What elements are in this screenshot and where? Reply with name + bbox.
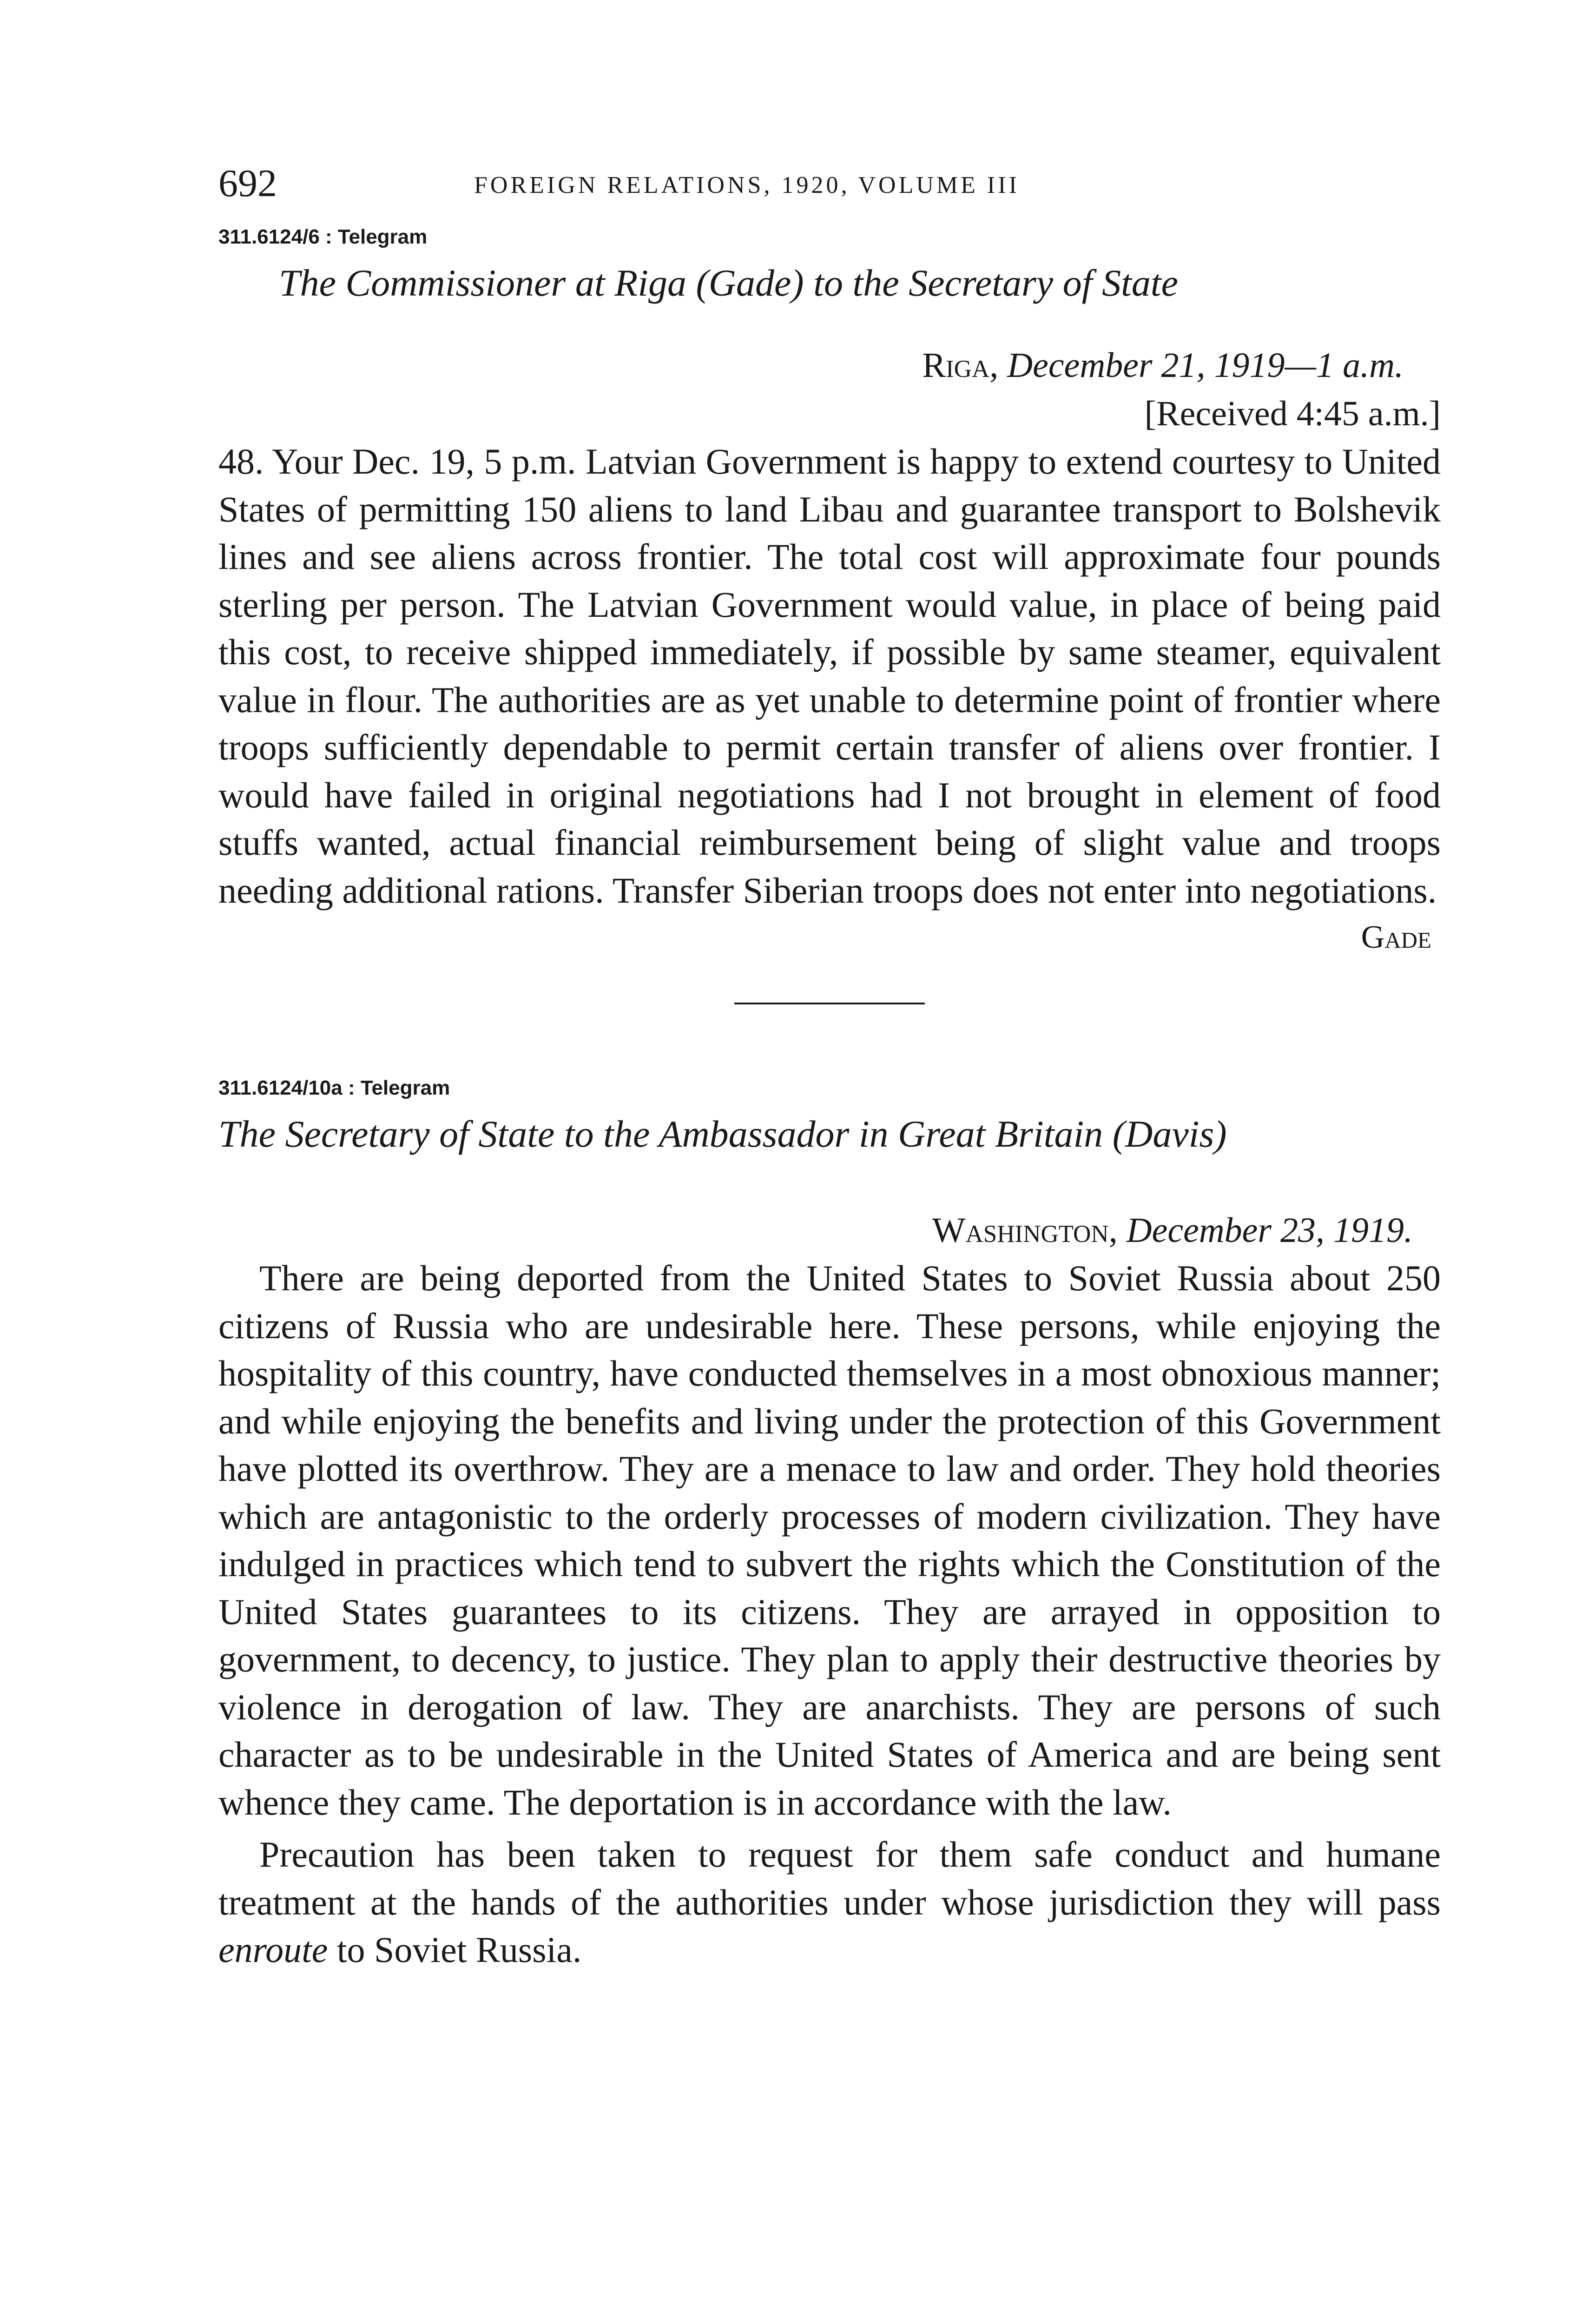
telegram-body: 48. Your Dec. 19, 5 p.m. Latvian Government is happy to extend courtesy to United States of permitting 150 aliens to land Libau and guarantee transport to Bolshevik lines and see aliens across frontier. The total cost will approximate four pounds sterling per person. The Latvian Government would value, in place of being paid this cost, to receive shipped immediately, if possible by same steamer, equivalent value in flour. The authorities are as yet unable to determine point of frontier where troops sufficiently dependable to permit certain transfer of aliens over frontier. I would have failed in original negotiations had I not brought in element of food stuffs wanted, actual financial reimbursement being of slight value and troops needing additional rations. Transfer Siberian troops does not enter into negotiations.	[218, 441, 1441, 911]
file-reference: 311.6124/10a : Telegram	[218, 1076, 450, 1099]
paragraph-text: Precaution has been taken to request for them safe conduct and humane treatment at the hands of the authorities under whose jurisdiction they will pass	[218, 1834, 1441, 1922]
document-title: The Secretary of State to the Ambassador in Great Britain (Davis)	[218, 1113, 1227, 1155]
dateline	[218, 1206, 1441, 1254]
page-number: 692	[218, 162, 277, 205]
dateline-date: December 23, 1919.	[1126, 1211, 1413, 1250]
body-paragraph: There are being deported from the United States to Soviet Russia about 250 citizens of Russia who are undesirable here. These persons, while enjoying the hospitality of this country, have conducted themselves in a most obnoxious manner; and while enjoying the benefits and living under the protection of this Government have plotted its overthrow. They are a menace to law and order. They hold theories which are antagonistic to the orderly processes of modern civilization. They have indulged in practices which tend to subvert the rights which the Constitution of the United States guarantees to its citizens. They are arrayed in opposition to government, to decency, to justice. They plan to apply their destructive theories by violence in derogation of law. They are anarchists. They are persons of such character as to be undesirable in the United States of America and are being sent whence they came. The deportation is in accordance with the law.	[218, 1258, 1441, 1822]
running-title: FOREIGN RELATIONS, 1920, VOLUME III	[474, 172, 1020, 198]
italic-term: enroute	[218, 1929, 328, 1970]
paragraph-text: to Soviet Russia.	[328, 1929, 582, 1970]
document-page	[218, 158, 1441, 1974]
received-note: [Received 4:45 a.m.]	[1144, 394, 1441, 433]
file-reference: 311.6124/6 : Telegram	[218, 225, 428, 248]
dateline-place: Riga,	[922, 346, 999, 385]
signature: Gade	[1361, 919, 1431, 955]
telegram-riga	[218, 223, 1441, 961]
dateline-place: Washington,	[932, 1211, 1118, 1250]
dateline	[218, 341, 1441, 390]
body-paragraph	[218, 1831, 1441, 1974]
dateline-date: December 21, 1919—1 a.m.	[1007, 346, 1404, 385]
running-head	[218, 158, 1441, 214]
document-title: The Commissioner at Riga (Gade) to the Secretary of State	[279, 262, 1179, 304]
section-divider	[734, 1003, 925, 1004]
telegram-washington	[218, 1074, 1441, 1974]
